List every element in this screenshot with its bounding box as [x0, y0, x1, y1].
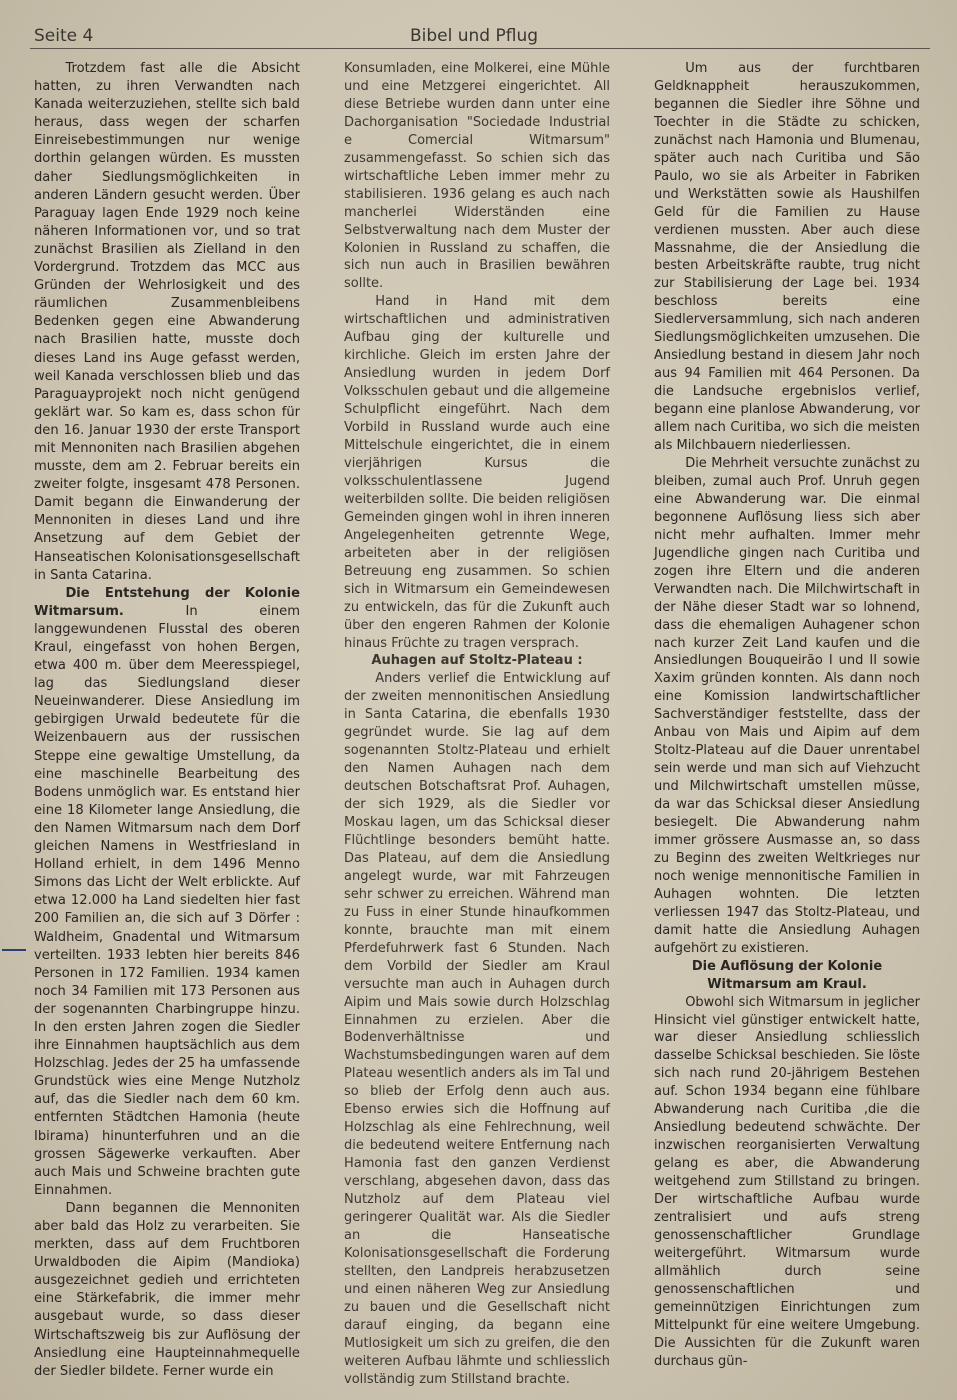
paragraph [34, 585, 300, 1200]
paragraph: Hand in Hand mit dem wirtschaftlichen und administrativen Aufbau ging der kulturelle und kirchliche. Gleich im ersten Jahre der Ansiedlung wurden in jedem Dorf Volksschulen gebaut und die allgemeine Schulpflicht eingeführt. Nach dem Vorbild in Russland wurde auch eine Mittelschule eingerichtet, die in einem vierjährigen Kursus die volksschulentlassene Jugend weiterbilden sollte. Die beiden religiösen Gemeinden gingen wohl in ihren inneren Angelegenheiten getrennte Wege, arbeiteten aber in der religiösen Betreuung eng zusammen. So schien sich in Witmarsum ein Gemeindewesen zu entwickeln, das für die Zukunft auch über den engeren Rahmen der Kolonie hinaus Früchte zu tragen versprach. [344, 294, 610, 651]
paragraph: Konsumladen, eine Molkerei, eine Mühle und eine Metzgerei eingerichtet. All diese Betriebe wurden dann unter eine Dachorganisation "Sociedade Industrial e Comercial Witmarsum" zusammengefasst. So schien sich das wirtschaftliche Leben immer mehr zu stabilisieren. 1936 gelang es auch nach mancherlei Widerständen eine Selbstverwaltung nach dem Muster der Kolonien in Russland zu schaffen, die sich nun auch in Brasilien bewähren sollte. [344, 61, 610, 292]
paragraph: Um aus der furchtbaren Geldknappheit herauszukommen, begannen die Siedler ihre Söhne und Toechter in die Städte zu schicken, zunächst nach Hamonia und Blumenau, später auch nach Curitiba und São Paulo, wo sie als Arbeiter in Fabriken und Werkstätten sowie als Haushilfen Geld für die Familien zu Hause verdienen mussten. Aber auch diese Massnahme, die der Ansiedlung die besten Arbeitskräfte raubte, trug nicht zur Stabilisierung der Lage bei. 1934 beschloss bereits eine Siedlerversammlung, sich nach anderen Siedlungsmöglichkeiten umzusehen. Die Ansiedlung bestand in diesem Jahr noch aus 94 Familien mit 464 Personen. Da die Landsuche ergebnislos verlief, begann eine planlose Abwanderung, vor allem nach Curitiba, wo sich die meisten als Milchbauern niederliessen. [654, 61, 920, 454]
paragraph-text: In einem langgewundenen Flusstal des oberen Kraul, eingefasst von hohen Bergen, etwa 400 m. über dem Meeresspiegel, lag das Siedlungsland dieser Neueinwanderer. Diese Ansiedlung im gebirgigen Urwald bedeutete für die Weizenbauern aus der russischen Steppe eine gewaltige Umstellung, da eine maschinelle Bearbeitung des Bodens unmöglich war. Es entstand hier eine 18 Kilometer lange Ansiedlung, die den Namen Witmarsum nach dem Dorf gleichen Namens in Westfriesland in Holland erhielt, in dem 1496 Menno Simons das Licht der Welt erblickte. Auf etwa 12.000 ha Land siedelten hier fast 200 Familien an, die sich auf 3 Dörfer : Waldheim, Gnadental und Witmarsum verteilten. 1933 lebten hier bereits 846 Personen in 172 Familien. 1934 kamen noch 34 Familien mit 173 Personen aus der sogenannten Charbingruppe hinzu. In den ersten Jahren zogen die Siedler ihre Einnahmen hauptsächlich aus dem Holzschlag. Jedes der 25 ha umfassende Grundstück wies eine Menge Nutzholz auf, das die Siedler nach dem 60 km. entfernten Städtchen Hamonia (heute Ibirama) hinunterfuhren und an die grossen Sägewerke verkauften. Aber auch Mais und Schweine brachten gute Einnahmen. [34, 603, 300, 1198]
header-rule [30, 48, 930, 49]
column-3 [654, 60, 920, 1371]
page-number: Seite 4 [34, 26, 94, 46]
paragraph: Dann begannen die Mennoniten aber bald das Holz zu verarbeiten. Sie merkten, dass auf dem Fruchtboren Urwaldboden die Aipim (Mandioka) ausgezeichnet gedieh und errichteten eine Stärkefabrik, die immer mehr ausgebaut wurde, so dass dieser Wirtschaftszweig bis zur Auflösung der Ansiedlung eine Haupteinnahmequelle der Siedler bildete. Ferner wurde ein [34, 1200, 300, 1379]
column-2 [344, 60, 610, 1389]
paragraph: Anders verlief die Entwicklung auf der zweiten mennonitischen Ansiedlung in Santa Catarina, die ebenfalls 1930 gegründet wurde. Sie lag auf dem sogenannten Stoltz-Plateau und erhielt den Namen Auhagen nach dem deutschen Botschaftsrat Prof. Auhagen, der sich 1929, als die Siedler vor Moskau lagen, um das Schicksal dieser Flüchtlinge besonders bemüht hatte. Das Plateau, auf dem die Ansiedlung angelegt wurde, war mit Fahrzeugen sehr schwer zu erreichen. Während man zu Fuss in einer Stunde hinaufkommen konnte, brauchte man mit einem Pferdefuhrwerk fast 6 Stunden. Nach dem Vorbild der Siedler am Kraul versuchte man auch in Auhagen durch Aipim und Mais sowie durch Holzschlag Einnahmen zu erzielen. Aber die Bodenverhältnisse und Wachstumsbedingungen waren auf dem Plateau wesentlich anders als im Tal und so blieb der Erfolg denn auch aus. Ebenso erwies sich die Hoffnung auf Holzschlag als eine Fehlrechnung, weil die bedeutend weitere Entfernung nach Hamonia fast den ganzen Verdienst verschlang, abgesehen davon, dass das Nutzholz auf dem Plateau viel geringerer Qualität war. Als die Siedler an die Hanseatische Kolonisationsgesellschaft die Forderung stellten, den Landpreis herabzusetzen und einen näheren Weg zur Ansiedlung zu bauen und die Gesellschaft nicht darauf einging, da begann eine Mutlosigkeit um sich zu greifen, die den weiteren Aufbau lähmte und schliesslich vollständig zum Stillstand brachte. [344, 671, 610, 1387]
section-heading: Auhagen auf Stoltz-Plateau : [371, 653, 583, 669]
paragraph: Trotzdem fast alle die Absicht hatten, zu ihren Verwandten nach Kanada weiterzuziehen, stellte sich bald heraus, dass wegen der scharfen Einreisebestimmungen nur wenige dorthin gelangen würden. Es mussten daher Siedlungsmöglichkeiten in anderen Ländern gesucht werden. Über Paraguay lagen Ende 1929 noch keine näheren Informationen vor, und so trat zunächst Brasilien als Zielland in den Vordergrund. Trotzdem das MCC aus Gründen der Wehrlosigkeit und des räumlichen Zusammenbleibens Bedenken gegen eine Abwanderung nach Brasilien hatte, musste doch dieses Land ins Auge gefasst werden, weil Kanada verschlossen blieb und das Paraguayprojekt noch nicht genügend geklärt war. So kam es, dass schon für den 16. Januar 1930 der erste Transport mit Mennoniten nach Brasilien abgehen musste, dem am 2. Februar bereits ein zweiter folgte, insgesamt 478 Personen. Damit begann die Einwanderung der Mennoniten in dieses Land und ihre Ansetzung auf dem Gebiet der Hanseatischen Kolonisationsgesellschaft in Santa Catarina. [34, 61, 300, 583]
section-heading: Die Entstehung der Kolonie Witmarsum. [34, 585, 300, 619]
section-heading: Die Auflösung der Kolonie Witmarsum am Kraul. [691, 958, 883, 992]
column-1 [34, 60, 300, 1381]
paragraph: Obwohl sich Witmarsum in jeglicher Hinsicht viel günstiger entwickelt hatte, war dieser Ansiedlung schliesslich dasselbe Schicksal beschieden. Sie löste sich nach rund 20-jährigem Bestehen auf. Schon 1934 begann eine fühlbare Abwanderung nach Curitiba ,die die Ansiedlung bedeutend schwächte. Der inzwischen reorganisierten Verwaltung gelang es aber, die Abwanderung weitgehend zum Stillstand zu bringen. Der wirtschaftliche Aufbau wurde zentralisiert und aufs streng genossenschaftlicher Grundlage weitergeführt. Witmarsum wurde allmählich durch seine genossenschaftlichen und gemeinnützigen Einrichtungen zum Mittelpunkt für eine weitere Umgebung. Die Aussichten für die Zukunft waren durchaus gün- [654, 994, 920, 1369]
margin-pen-mark [2, 949, 26, 951]
paragraph: Die Mehrheit versuchte zunächst zu bleiben, zumal auch Prof. Unruh gegen eine Abwanderung war. Die einmal begonnene Auflösung liess sich aber nicht mehr aufhalten. Immer mehr Jugendliche gingen nach Curitiba und zogen ihre Eltern und die anderen Verwandten nach. Die Milchwirtschaft in der Nähe dieser Stadt war so lohnend, dass die ehemaligen Auhagener schon nach kurzer Zeit Land kaufen und die Ansiedlungen Bouqueirão I und II sowie Xaxim gründen konnten. Als dann noch eine Komission landwirtschaftlicher Sachverständiger feststellte, dass der Anbau von Mais und Aipim auf dem Stoltz-Plateau auf die Dauer unrentabel sein werde und man sich auf Viehzucht und Milchwirtschaft umstellen müsse, da war das Schicksal dieser Ansiedlung besiegelt. Die Abwanderung nahm immer grössere Ausmasse an, so dass zu Beginn des zweiten Weltkrieges nur noch wenige mennonitische Familien in Auhagen wohnten. Die letzten verliessen 1947 das Stoltz-Plateau, und damit hatte die Ansiedlung Auhagen aufgehört zu existieren. [654, 455, 920, 956]
publication-title: Bibel und Pflug [410, 26, 539, 46]
